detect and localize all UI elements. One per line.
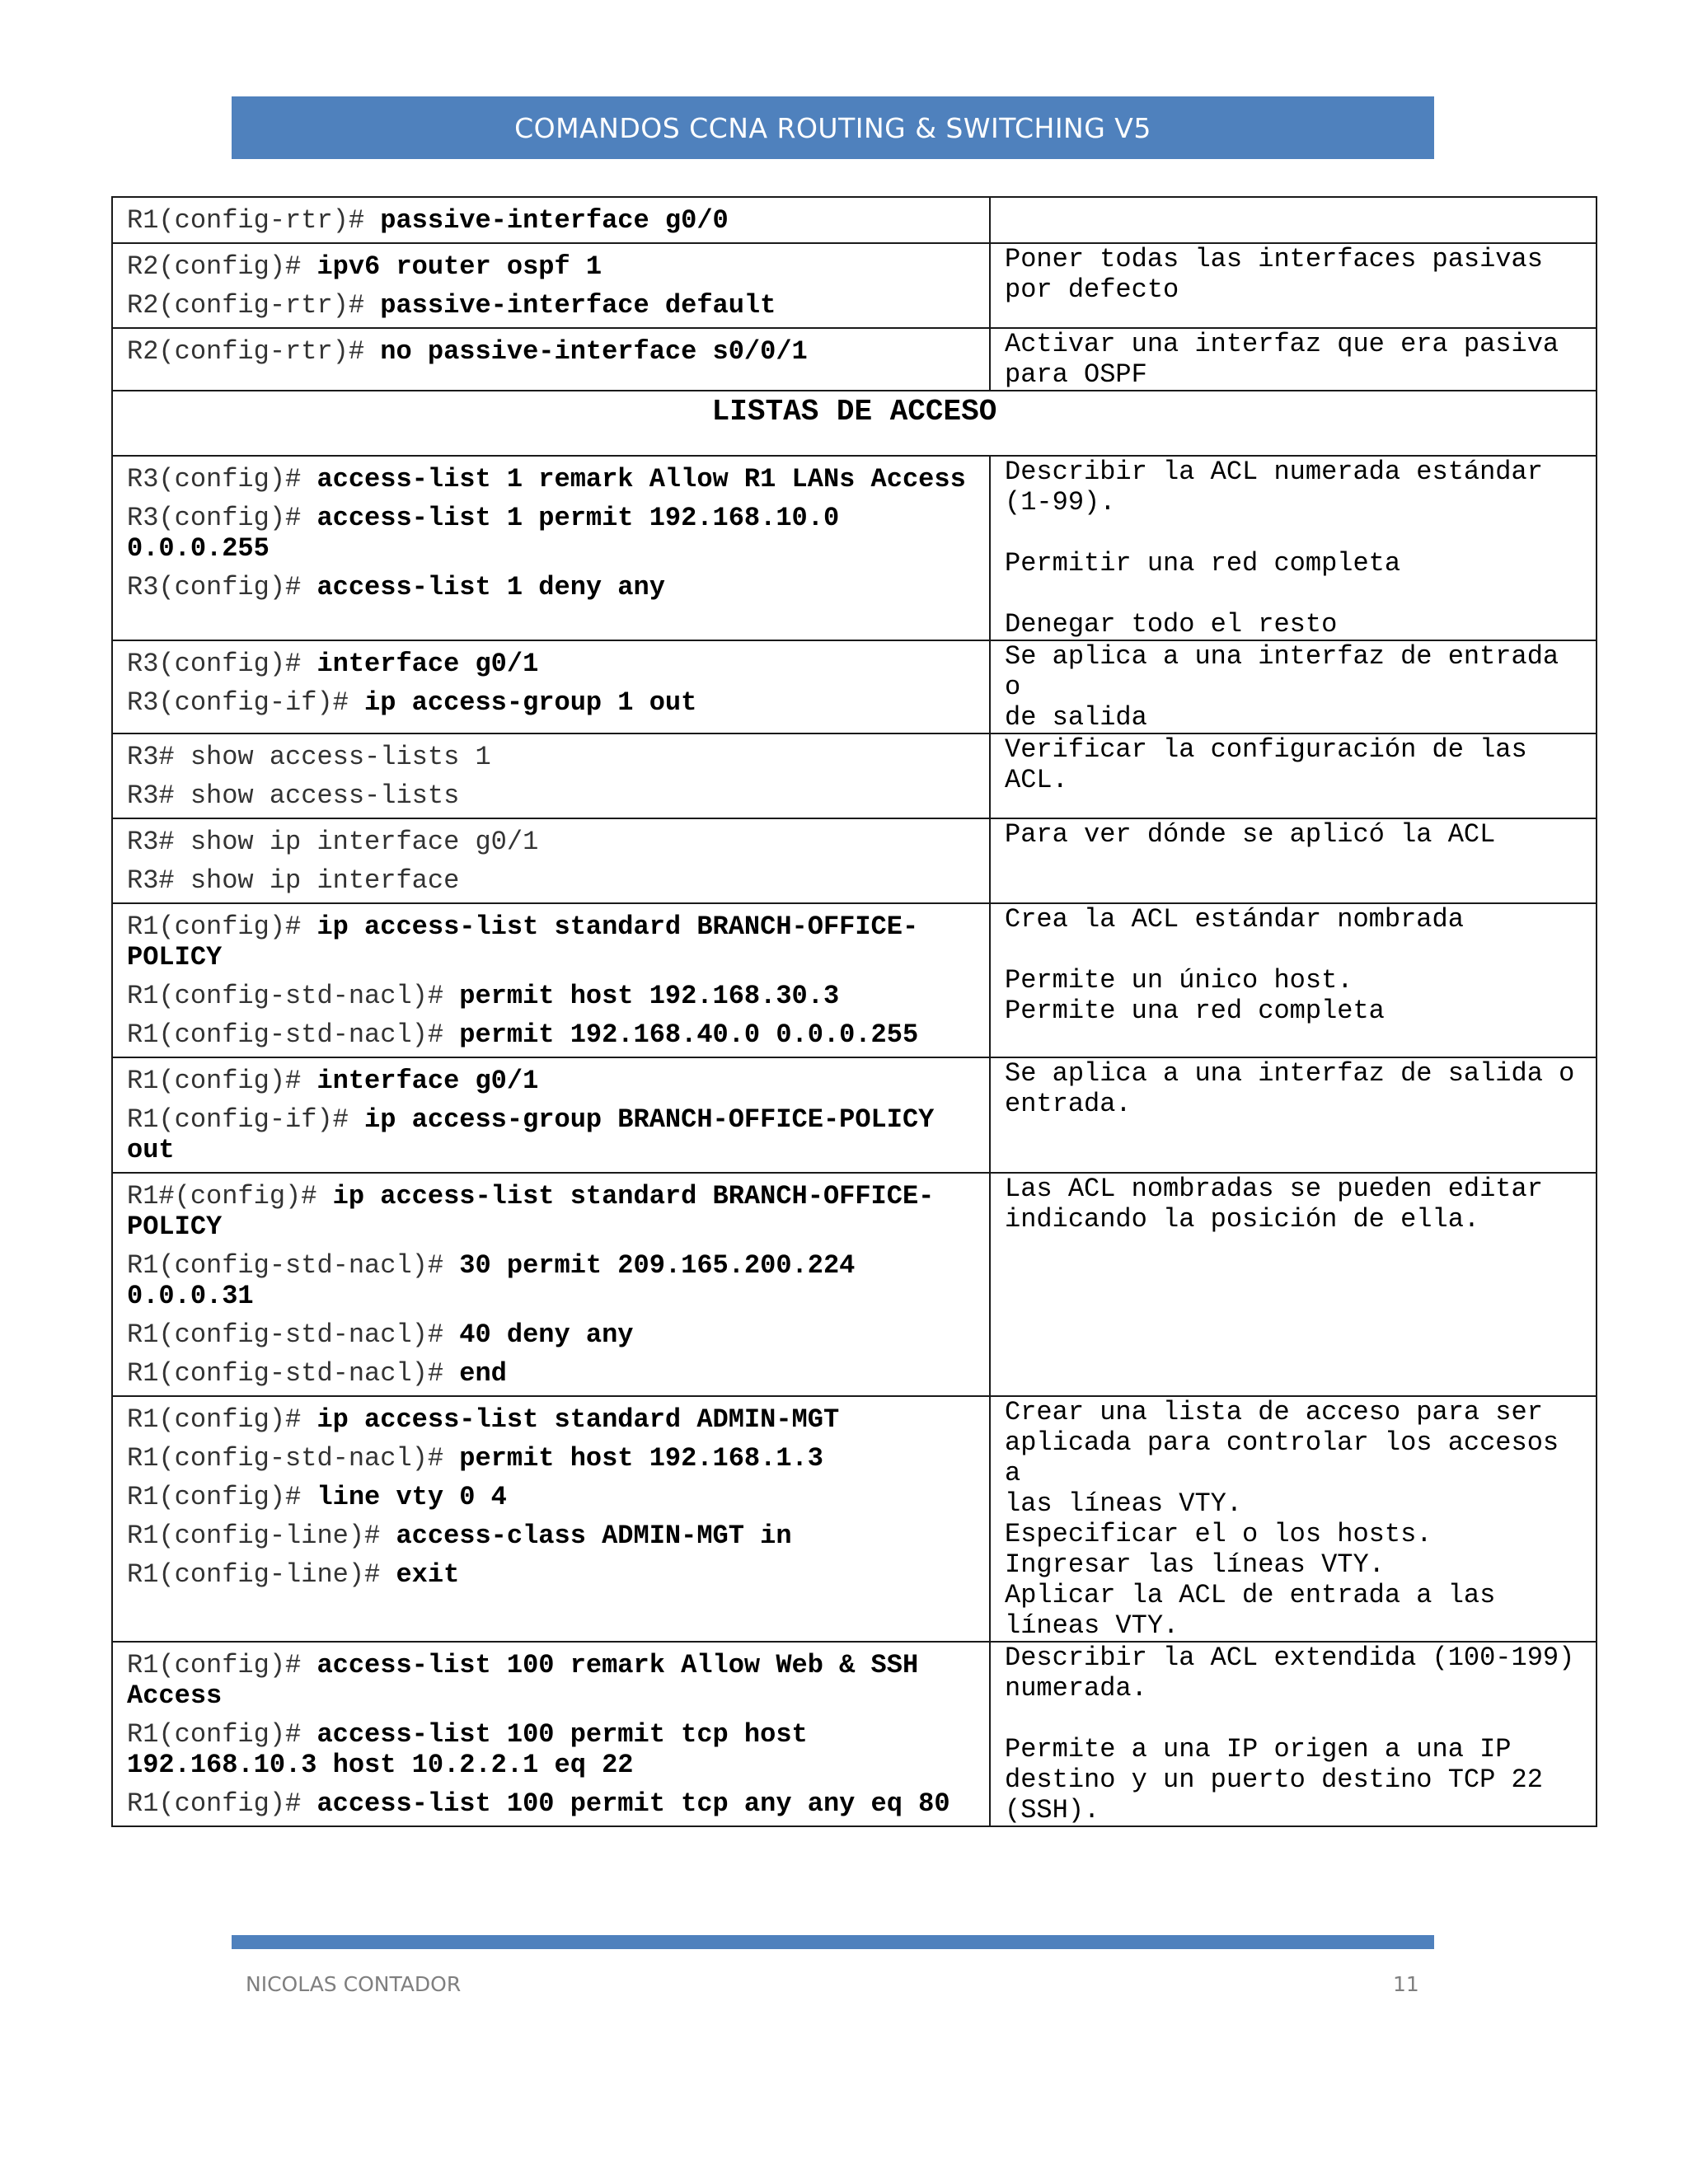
command-line — [127, 1482, 976, 1512]
command-prompt: R1(config-std-nacl)# — [127, 1250, 444, 1281]
description-line: Se aplica a una interfaz de entrada o — [1005, 641, 1559, 702]
command-line — [127, 1559, 976, 1590]
command-cell — [112, 903, 990, 1057]
command-line — [127, 865, 976, 896]
command-line — [127, 1521, 976, 1551]
command-prompt: R3# — [127, 780, 175, 811]
command-keyword: permit 192.168.40.0 0.0.0.255 — [459, 1019, 919, 1050]
section-title: LISTAS DE ACCESO — [112, 391, 1597, 456]
command-prompt: R1(config-std-nacl)# — [127, 1019, 444, 1050]
command-line — [127, 687, 976, 718]
command-keyword: access-list 1 permit 192.168.10.0 0.0.0.255 — [127, 503, 840, 564]
command-prompt: R3# — [127, 742, 175, 772]
description-line: aplicada para controlar los accesos a — [1005, 1427, 1559, 1488]
command-cell — [112, 456, 990, 640]
command-keyword: ip access-group 1 out — [364, 687, 697, 718]
description-line: (SSH). — [1005, 1795, 1100, 1825]
table-row — [112, 1057, 1597, 1173]
command-prompt: R3(config-if)# — [127, 687, 349, 718]
command-keyword: exit — [396, 1559, 460, 1590]
command-line — [127, 1358, 976, 1389]
footer-rule — [232, 1935, 1434, 1949]
command-keyword: no passive-interface s0/0/1 — [380, 336, 808, 367]
table-row — [112, 1642, 1597, 1826]
description-cell — [990, 456, 1597, 640]
command-text: show ip interface g0/1 — [190, 827, 539, 857]
command-keyword: passive-interface g0/0 — [380, 205, 729, 236]
table-row — [112, 640, 1597, 733]
table-row — [112, 243, 1597, 328]
command-cell — [112, 1642, 990, 1826]
command-keyword: ip access-group BRANCH-OFFICE-POLICY out — [127, 1104, 935, 1165]
description-cell — [990, 1057, 1597, 1173]
command-prompt: R1(config-if)# — [127, 1104, 349, 1135]
command-keyword: access-list 100 remark Allow Web & SSH Access — [127, 1650, 919, 1711]
command-line — [127, 1650, 976, 1711]
table-row — [112, 903, 1597, 1057]
command-keyword: line vty 0 4 — [316, 1482, 507, 1512]
command-keyword: passive-interface default — [380, 290, 776, 321]
command-prompt: R3# — [127, 865, 175, 896]
description-line: las líneas VTY. — [1005, 1488, 1243, 1519]
page-header-banner — [232, 96, 1434, 159]
command-prompt: R1(config-line)# — [127, 1521, 381, 1551]
description-line: numerada. — [1005, 1673, 1147, 1704]
description-line: Describir la ACL extendida (100-199) — [1005, 1643, 1575, 1673]
table-row — [112, 818, 1597, 903]
command-prompt: R1(config-line)# — [127, 1559, 381, 1590]
table-section-header — [112, 391, 1597, 456]
table-row — [112, 733, 1597, 818]
command-line — [127, 1404, 976, 1435]
command-line — [127, 251, 976, 282]
description-line — [1005, 579, 1582, 609]
description-line: Permitir una red completa — [1005, 548, 1401, 579]
description-line: destino y un puerto destino TCP 22 — [1005, 1765, 1543, 1795]
table-body-acl — [112, 456, 1597, 1826]
command-line — [127, 1181, 976, 1242]
command-prompt: R1(config)# — [127, 1404, 302, 1435]
table-row — [112, 1173, 1597, 1396]
description-line: indicando la posición de ella. — [1005, 1204, 1480, 1235]
description-cell — [990, 328, 1597, 391]
description-cell — [990, 818, 1597, 903]
command-keyword: permit host 192.168.1.3 — [459, 1443, 823, 1474]
description-line: Permite un único host. — [1005, 965, 1353, 996]
command-line — [127, 1443, 976, 1474]
description-cell — [990, 733, 1597, 818]
command-cell — [112, 1396, 990, 1642]
table-body-top — [112, 197, 1597, 391]
description-line — [1005, 935, 1582, 965]
description-line: Activar una interfaz que era pasiva — [1005, 329, 1559, 359]
description-cell — [990, 903, 1597, 1057]
command-prompt: R1#(config)# — [127, 1181, 317, 1212]
table-row — [112, 1396, 1597, 1642]
command-keyword: ip access-list standard BRANCH-OFFICE-POLICY — [127, 912, 919, 972]
command-keyword: ip access-list standard ADMIN-MGT — [316, 1404, 840, 1435]
description-line: Verificar la configuración de las — [1005, 734, 1527, 765]
command-keyword: 40 deny any — [459, 1319, 634, 1350]
command-line — [127, 290, 976, 321]
command-cell — [112, 1057, 990, 1173]
command-prompt: R3(config)# — [127, 572, 302, 602]
command-cell — [112, 818, 990, 903]
table-row — [112, 456, 1597, 640]
command-line — [127, 205, 976, 236]
description-line — [1005, 1704, 1582, 1734]
description-line: para OSPF — [1005, 359, 1147, 390]
description-line — [1005, 518, 1582, 548]
table-row — [112, 197, 1597, 243]
command-keyword: access-list 100 permit tcp any any eq 80 — [316, 1788, 950, 1819]
command-line — [127, 649, 976, 679]
command-line — [127, 1319, 976, 1350]
command-line — [127, 1019, 976, 1050]
command-prompt: R1(config-rtr)# — [127, 205, 365, 236]
command-prompt: R1(config-std-nacl)# — [127, 1358, 444, 1389]
description-line: (1-99). — [1005, 487, 1116, 518]
command-prompt: R1(config-std-nacl)# — [127, 1319, 444, 1350]
command-prompt: R2(config-rtr)# — [127, 336, 365, 367]
command-cell — [112, 197, 990, 243]
description-line: ACL. — [1005, 765, 1068, 795]
description-line: Las ACL nombradas se pueden editar — [1005, 1174, 1543, 1204]
command-line — [127, 742, 976, 772]
command-prompt: R2(config-rtr)# — [127, 290, 365, 321]
command-line — [127, 503, 976, 564]
command-prompt: R1(config)# — [127, 1650, 302, 1680]
command-line — [127, 1104, 976, 1165]
command-prompt: R1(config)# — [127, 1066, 302, 1096]
description-line: Crear una lista de acceso para ser — [1005, 1397, 1543, 1427]
command-line — [127, 464, 976, 494]
command-line — [127, 336, 976, 367]
description-line: Denegar todo el resto — [1005, 609, 1338, 640]
page-header-title: COMANDOS CCNA ROUTING & SWITCHING V5 — [514, 111, 1151, 144]
description-line: de salida — [1005, 702, 1147, 733]
command-line — [127, 981, 976, 1011]
command-prompt: R1(config-std-nacl)# — [127, 981, 444, 1011]
command-prompt: R1(config)# — [127, 1788, 302, 1819]
footer-author: NICOLAS CONTADOR — [246, 1972, 462, 1996]
page-number: 11 — [1393, 1972, 1419, 1996]
description-line: líneas VTY. — [1005, 1610, 1179, 1641]
command-cell — [112, 243, 990, 328]
description-line: por defecto — [1005, 274, 1179, 305]
command-keyword: interface g0/1 — [316, 649, 539, 679]
description-line: Crea la ACL estándar nombrada — [1005, 904, 1464, 935]
commands-table — [111, 196, 1597, 1827]
command-keyword: 30 permit 209.165.200.224 0.0.0.31 — [127, 1250, 856, 1311]
description-cell — [990, 1642, 1597, 1826]
command-prompt: R3(config)# — [127, 464, 302, 494]
command-cell — [112, 1173, 990, 1396]
description-line: Ingresar las líneas VTY. — [1005, 1549, 1385, 1580]
command-text: show ip interface — [190, 865, 460, 896]
description-line: Describir la ACL numerada estándar — [1005, 457, 1543, 487]
command-line — [127, 1788, 976, 1819]
command-prompt: R1(config)# — [127, 912, 302, 942]
command-cell — [112, 733, 990, 818]
command-line — [127, 1719, 976, 1780]
command-keyword: interface g0/1 — [316, 1066, 539, 1096]
command-keyword: ip access-list standard BRANCH-OFFICE-POLICY — [127, 1181, 935, 1242]
command-prompt: R3(config)# — [127, 503, 302, 533]
description-line: Permite una red completa — [1005, 996, 1385, 1026]
table-row — [112, 328, 1597, 391]
command-line — [127, 827, 976, 857]
command-keyword: permit host 192.168.30.3 — [459, 981, 840, 1011]
command-text: show access-lists 1 — [190, 742, 491, 772]
description-line: Poner todas las interfaces pasivas — [1005, 244, 1543, 274]
command-keyword: access-list 100 permit tcp host 192.168.10.3 host 10.2.2.1 eq 22 — [127, 1719, 808, 1780]
command-line — [127, 912, 976, 972]
command-keyword: access-list 1 remark Allow R1 LANs Access — [316, 464, 966, 494]
command-line — [127, 1066, 976, 1096]
section-row — [112, 391, 1597, 456]
description-cell — [990, 243, 1597, 328]
description-line: Para ver dónde se aplicó la ACL — [1005, 819, 1496, 850]
command-keyword: access-class ADMIN-MGT in — [396, 1521, 792, 1551]
command-keyword: end — [459, 1358, 507, 1389]
command-cell — [112, 328, 990, 391]
description-line: Aplicar la ACL de entrada a las — [1005, 1580, 1496, 1610]
description-line: Especificar el o los hosts. — [1005, 1519, 1432, 1549]
description-line: entrada. — [1005, 1089, 1132, 1119]
command-keyword: ipv6 router ospf 1 — [316, 251, 603, 282]
command-prompt: R1(config)# — [127, 1482, 302, 1512]
command-prompt: R3(config)# — [127, 649, 302, 679]
description-cell — [990, 197, 1597, 243]
description-cell — [990, 1173, 1597, 1396]
command-line — [127, 1250, 976, 1311]
description-line: Se aplica a una interfaz de salida o — [1005, 1058, 1575, 1089]
command-line — [127, 572, 976, 602]
command-prompt: R1(config)# — [127, 1719, 302, 1750]
command-text: show access-lists — [190, 780, 460, 811]
command-keyword: access-list 1 deny any — [316, 572, 665, 602]
description-cell — [990, 640, 1597, 733]
command-prompt: R2(config)# — [127, 251, 302, 282]
command-cell — [112, 640, 990, 733]
command-line — [127, 780, 976, 811]
command-prompt: R1(config-std-nacl)# — [127, 1443, 444, 1474]
command-prompt: R3# — [127, 827, 175, 857]
description-line: Permite a una IP origen a una IP — [1005, 1734, 1512, 1765]
description-cell — [990, 1396, 1597, 1642]
